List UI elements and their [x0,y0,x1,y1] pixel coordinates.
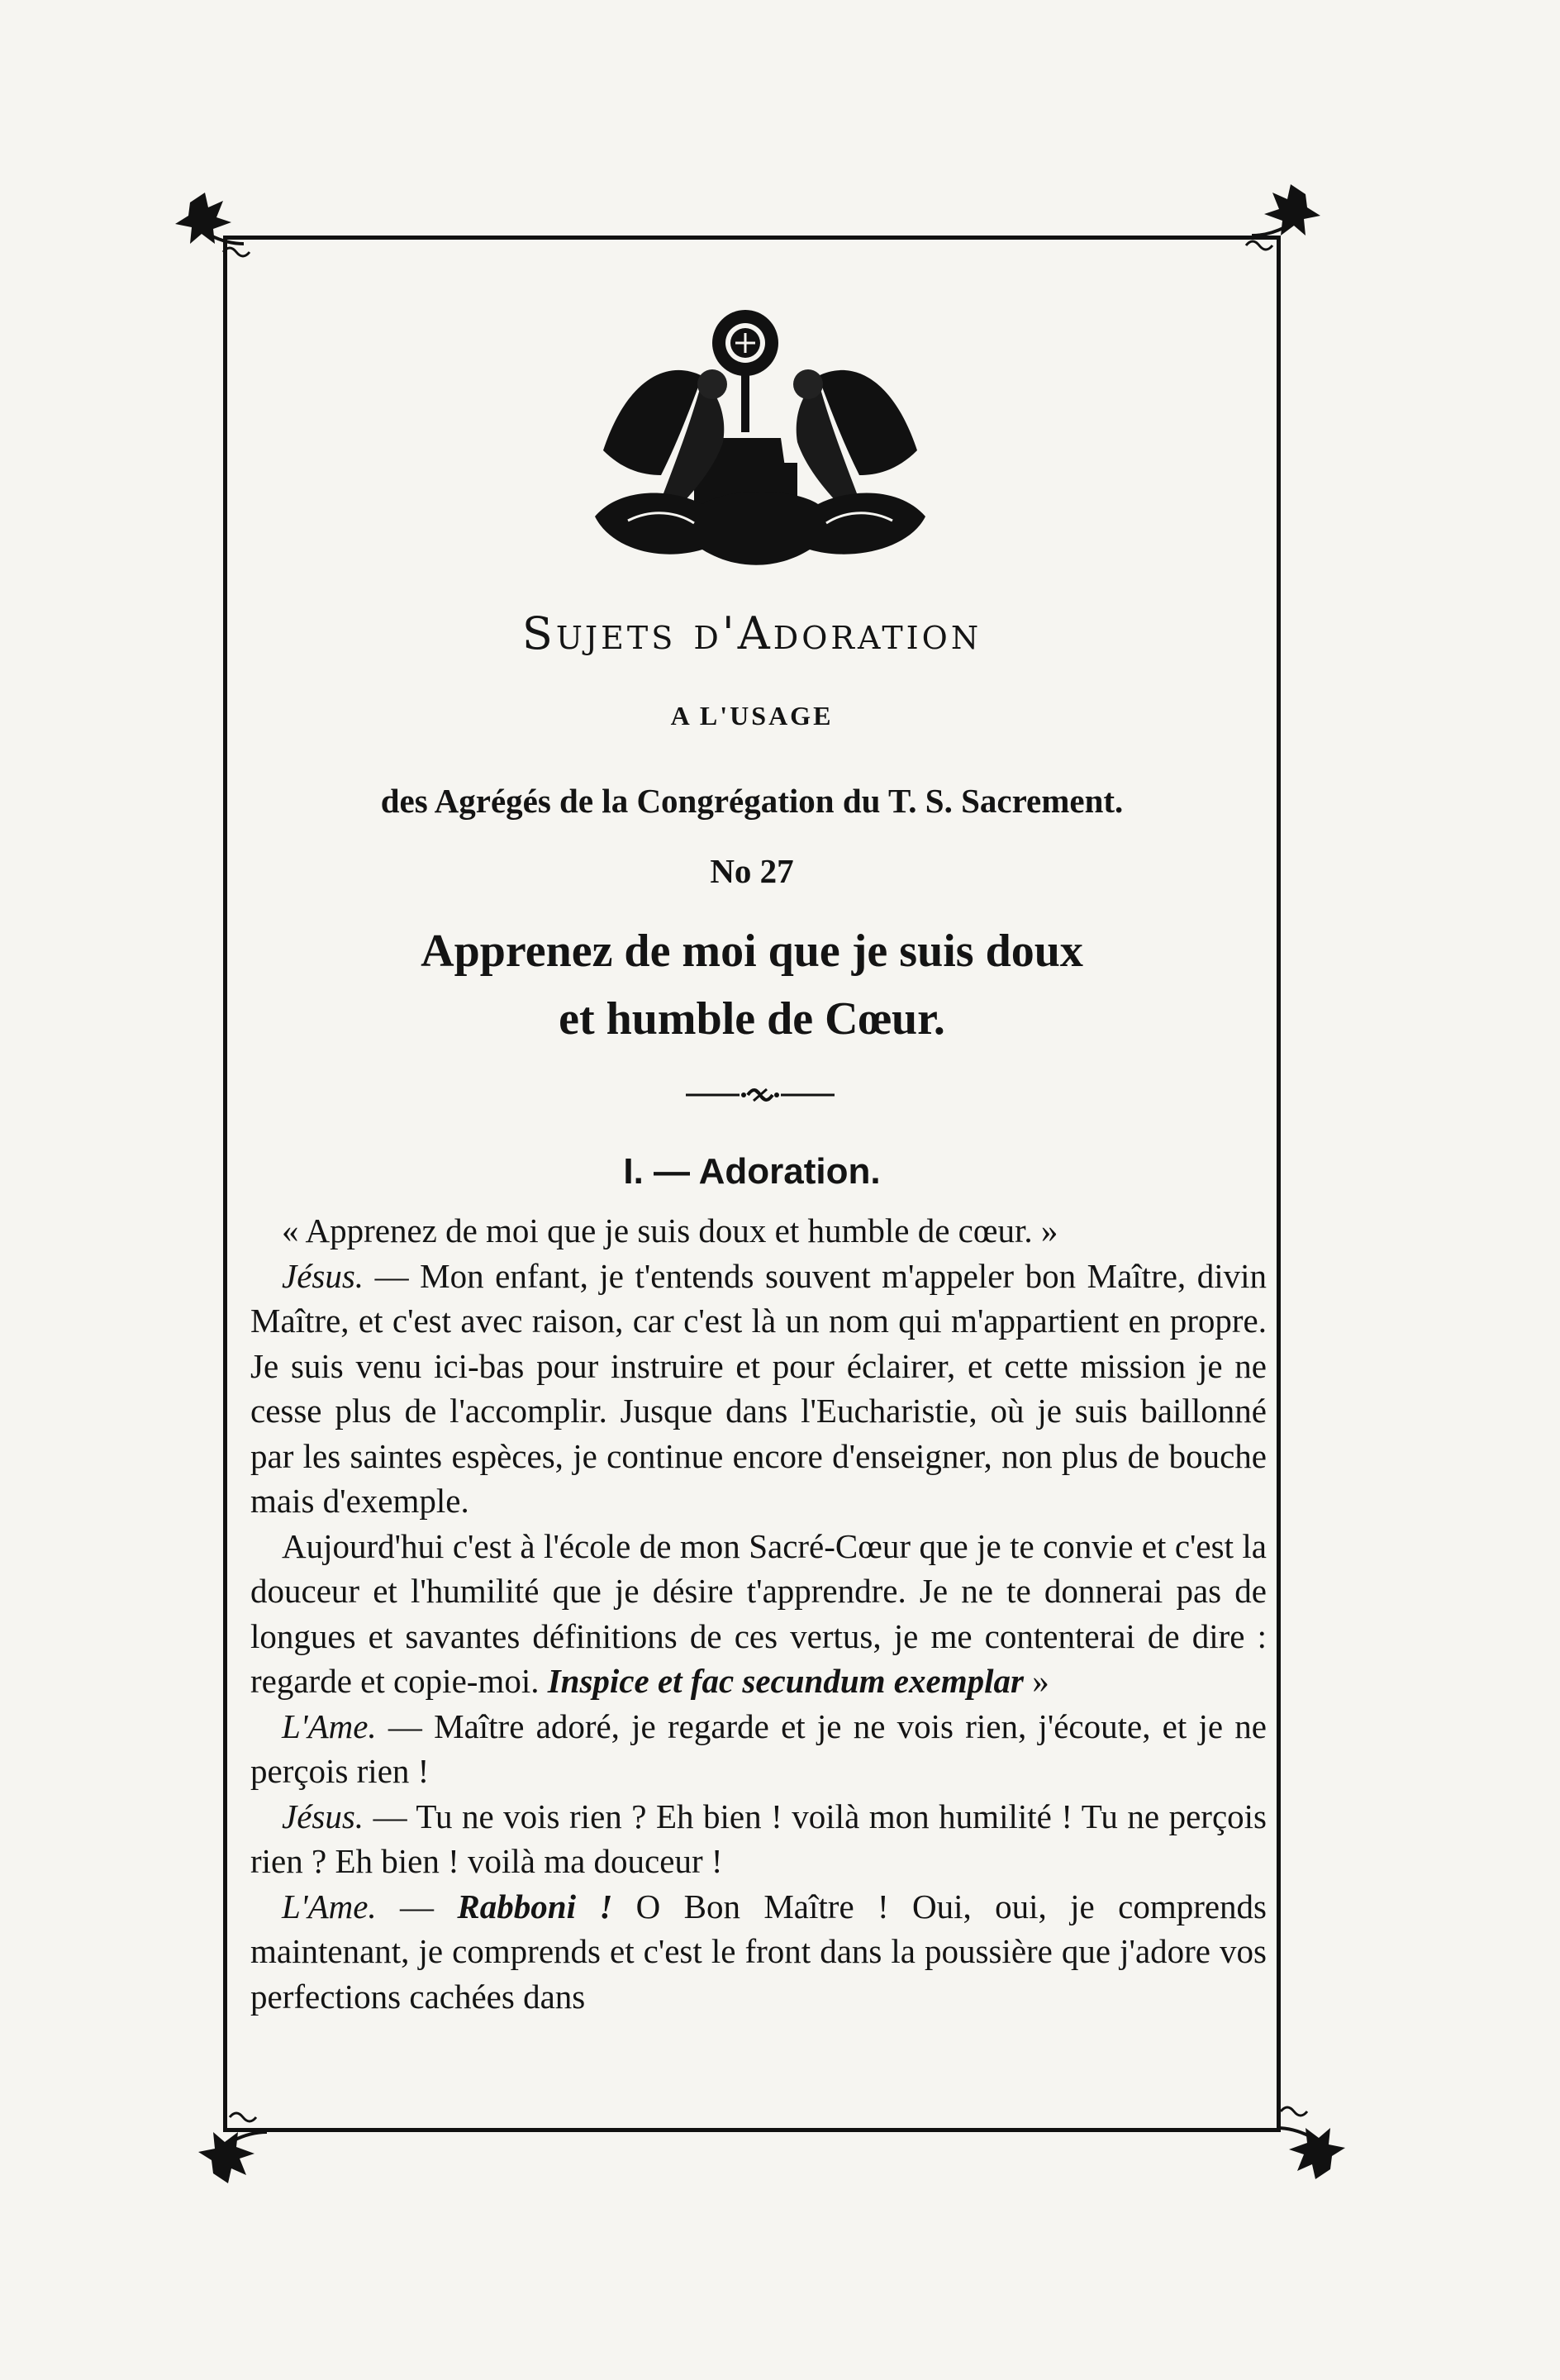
corner-leaf-ornament-bottom-left [188,2099,279,2190]
corner-leaf-ornament-bottom-right [1264,2095,1355,2186]
paragraph-text: — Maître adoré, je regarde et je ne vois rien, j'écoute, et je ne perçois rien ! [250,1706,1267,1790]
section-heading: I. — Adoration. [623,1151,881,1192]
topic-line-1: Apprenez de moi que je suis doux [421,926,1083,977]
speaker-label: L'Ame. [282,1706,377,1745]
latin-quote: Inspice et fac secundum exemplar [547,1662,1024,1700]
corner-leaf-ornament-top-right [1239,178,1330,269]
page-title: Sujets d'Adoration [521,607,982,659]
paragraph-text: O Bon Maître ! Oui, oui, je comprends maintenant, je comprends et c'est le front dans la poussière que j'adore vos perfections cachées dans [250,1887,1268,2016]
paragraph-separator: — [376,1887,458,1925]
vine-leaf-icon [1239,178,1330,269]
paragraph-3 [250,1524,1267,1704]
paragraph-4 [250,1704,1267,1794]
paragraph-5 [250,1794,1267,1884]
paragraph-text: Aujourd'hui c'est à l'école de mon Sacré-Cœur que je te convie et c'est la douceur et l'humilité que je désire t'apprendre. Je ne te donnerai pas de longues et savantes définitions de ces vertus, je me contenterai de dire : regarde et copie-moi. [250,1526,1267,1700]
corner-leaf-ornament-top-left [165,186,256,277]
divider-ornament [678,1083,843,1107]
paragraph-1: « Apprenez de moi que je suis doux et humble de cœur. » [282,1211,1058,1250]
issue-number: No 27 [710,852,794,890]
topic-title [223,917,1281,1053]
flourish-divider-icon [678,1083,843,1107]
congregation-line: des Agrégés de la Congrégation du T. S. Sacrement. [380,782,1124,820]
subtitle: A L'USAGE [670,701,834,731]
vine-leaf-icon [165,186,256,277]
latin-exclamation: Rabboni ! [457,1887,613,1925]
monstrance-angels-icon [578,302,942,574]
adoring-angels-vignette [578,302,942,574]
paragraph-text: — Tu ne vois rien ? Eh bien ! voilà mon humilité ! Tu ne perçois rien ? Eh bien ! voilà ma douceur ! [250,1797,1267,1880]
vine-leaf-icon [1264,2095,1355,2186]
topic-line-2: et humble de Cœur. [559,993,945,1045]
body-text [250,1208,1267,2019]
paragraph-text: — Mon enfant, je t'entends souvent m'appeler bon Maître, divin Maître, et c'est avec raison, car c'est là un nom qui m'appartient en propre. Je suis venu ici-bas pour instruire et pour éclairer, et cette mission je ne cesse plus de l'accomplir. Jusque dans l'Eucharistie, où je suis baillonné par les saintes espèces, je continue encore d'enseigner, non plus de bouche mais d'exemple. [250,1256,1267,1520]
vine-leaf-icon [188,2099,279,2190]
speaker-label: L'Ame. [282,1887,377,1925]
speaker-label: Jésus. [282,1797,364,1835]
paragraph-6 [250,1884,1267,2020]
paragraph-2 [250,1254,1267,1524]
speaker-label: Jésus. [282,1256,364,1295]
paragraph-end: » [1023,1662,1049,1700]
